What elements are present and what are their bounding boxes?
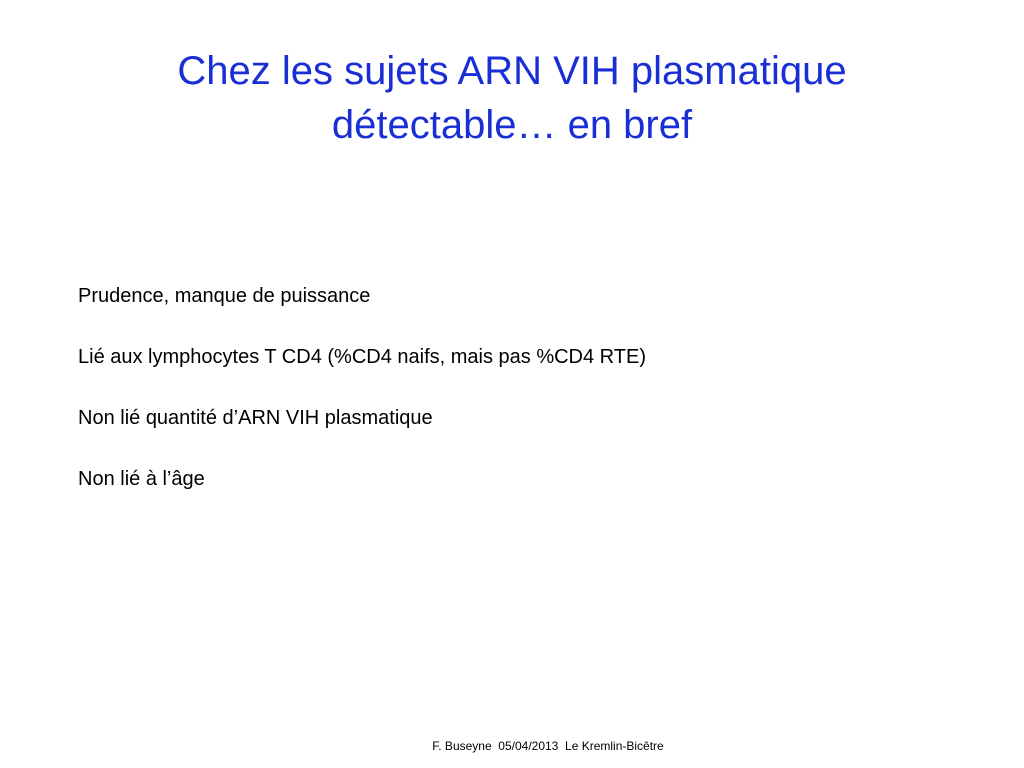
slide-title-line-1: Chez les sujets ARN VIH plasmatique	[177, 49, 847, 93]
slide-title-line-2: détectable… en bref	[331, 103, 693, 147]
bullet-item-age: Non lié à l’âge	[78, 468, 205, 490]
bullet-item-viral-load: Non lié quantité d’ARN VIH plasmatique	[78, 407, 433, 429]
bullet-item-power: Prudence, manque de puissance	[78, 285, 371, 307]
slide-footer: F. Buseyne 05/04/2013 Le Kremlin-Bicêtre	[432, 739, 664, 753]
slide-title	[62, 44, 962, 152]
bullet-item-cd4: Lié aux lymphocytes T CD4 (%CD4 naifs, mais pas %CD4 RTE)	[78, 346, 646, 368]
bullet-list	[78, 282, 958, 526]
